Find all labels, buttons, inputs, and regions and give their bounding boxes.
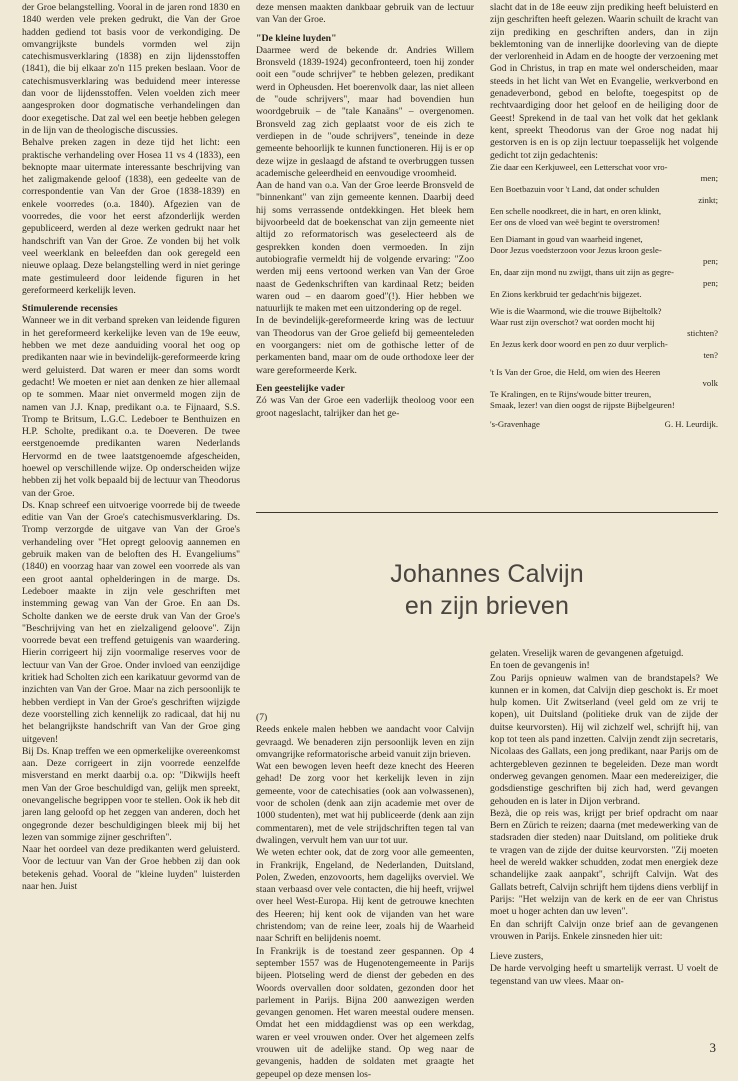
- paragraph: Bij Ds. Knap treffen we een opmerkelijke overeenkomst aan. Deze corrigeert in zijn voorrede eenzelfde misverstand en merkt daarbij o.a. op: "Dikwijls heeft men Van der Groe beschuldigd van, gelijk men spreekt, onevangelische begrippen voor te stellen. Ook ik heb dit jaren lang geloofd op het zeggen van anderen, doch het ongegronde dezer beschuldigingen bleek mij bij het lezen van sommige zijner geschriften".: [22, 745, 240, 843]
- poem-stanza: [490, 367, 718, 411]
- article-column-right: [490, 648, 718, 1052]
- paragraph: De harde vervolging heeft u smartelijk verrast. U voelt de tegenstand van uw vlees. Maar on-: [490, 963, 718, 987]
- poem-line-continuation: pen;: [703, 255, 718, 266]
- paragraph: Zó was Van der Groe een vaderlijk theoloog voor een groot nageslacht, talrijker dan het ge-: [256, 395, 474, 419]
- poem-author: G. H. Leurdijk.: [664, 418, 718, 429]
- poem-line: Wie is die Waarmond, wie die trouwe Bijbeltolk?: [490, 305, 662, 316]
- section-divider: [256, 512, 718, 513]
- poem-line: Waar rust zijn overschot? wat oorden mocht hij: [490, 316, 655, 327]
- article-number: (7): [256, 712, 268, 723]
- middle-column-top: [256, 2, 474, 508]
- letter-salutation: Lieve zusters,: [490, 951, 544, 963]
- paragraph: In Frankrijk is de toestand zeer gespannen. Op 4 september 1557 was de Hugenotengemeente in Parijs bijeen. Plotseling werd de dienst der gebeden en des Woords overvallen door soldaten, gezonden door het parlement in Parijs. Bijna 200 aanwezigen werden gevangen genomen. Het waren meestal oudere mensen. Omdat het een middagdienst was op een werkdag, waren er veel vrouwen onder. Over het algemeen zelfs vrouwen uit de adelijke stand. Op weg naar de gevangenis, hadden de soldaten met graagte het gepeupel op deze mensen los-: [256, 945, 474, 1080]
- poem-line: Eer ons de vloed van weë begint te overstromen!: [490, 216, 660, 227]
- paragraph: In de bevindelijk-gereformeerde kring was de lectuur van Theodorus van der Groe geliefd bij gemeenteleden en voorgangers: niet om de gothische letter of de perkamenten band, maar om de oude orthodoxe leer der ware gereformeerde Kerk.: [256, 315, 474, 376]
- poem-line: Te Kralingen, en te Rijns'woude bitter treuren,: [490, 388, 652, 399]
- poem-stanza: [490, 162, 718, 228]
- page-number: 3: [709, 1040, 716, 1055]
- paragraph: Naar het oordeel van deze predikanten werd geluisterd. Voor de lectuur van Van der Groe hebben zij dan ook betekenis gehad. Vooral de "kleine luyden" luisterden naar hen. Juist: [22, 844, 240, 893]
- article-title-line-2: en zijn brieven: [404, 592, 570, 620]
- poem-line: 't Is Van der Groe, die Held, om wien des Heeren: [490, 366, 661, 377]
- left-column: [22, 2, 240, 1038]
- paragraph: gelaten. Vreselijk waren de gevangenen afgetuigd.: [490, 648, 684, 659]
- paragraph: Aan de hand van o.a. Van der Groe leerde Bronsveld de "binnenkant" van zijn gemeente kennen. Daarbij deed hij soms verrassende ontdekkingen. Het bleek hem bijvoorbeeld dat de boekenschat van zijn gemeente niet altijd zo reformatorisch was geselecteerd als de gesprekken konden doen vermoeden. In zijn autobiografie vermeldt hij de volgende ervaring: "Zoo werden mij eens vertoond werken van Van der Groe naast de Gedenkschriften van kardinaal Retz; beiden waren oud – en daarom goed"(!). Hier hebben we natuurlijk te maken met een uitzondering op de regel.: [256, 180, 474, 315]
- paragraph: Daarmee werd de bekende dr. Andries Willem Bronsveld (1839-1924) geconfronteerd, toen hij zonder ooit een "oude schrijver" te hebben gelezen, predikant werd in Opheusden. Het boerenvolk daar, las niet alleen de "oude schrijvers", maar had bovendien hun woordgebruik – de "tale Kanaäns" – overgenomen. Bronsveld zag zich geplaatst voor de eis zich te verdiepen in de "oude schrijvers", teneinde in deze gemeente behoorlijk te kunnen functioneren. Hij is er op deze wijze in geslaagd de afstand te overbruggen tussen academische geleerdheid en eenvoudige vroomheid.: [256, 44, 474, 179]
- poem-line: Een Boetbazuin voor 't Land, dat onder schulden: [490, 183, 660, 194]
- poem-line: En Zions kerkbruid ter gedacht'nis bijgezet.: [490, 288, 642, 299]
- paragraph: Wanneer we in dit verband spreken van leidende figuren in het gereformeerd kerkelijke leven van de 19e eeuw, hebben we met deze aanduiding vooral het oog op predikanten naar wie in bevindelijk-gereformeerde kring werd geluisterd. Dat waren er meer dan soms wordt gedacht! We moeten er niet aan denken ze hier allemaal op te sommen. Maar niet onvermeld mogen zijn de namen van J.J. Knap, predikant o.a. te Fijnaard, S.S. Tromp te Britsum, L.G.C. Ledeboer te Benthuizen en H.P. Scholte, predikant o.a. te Doeveren. De twee eerstgenoemde predikanten waren Nederlands Hervormd en de twee laatstgenoemde afgescheiden, hoewel op verschillende wijze. Op onderscheiden wijze hebben zij het volk bepaald bij de lectuur van Theodorus van der Groe.: [22, 315, 241, 499]
- paragraph: Reeds enkele malen hebben we aandacht voor Calvijn gevraagd. We benaderen zijn persoonlijk leven en zijn omvangrijke reformatorische arbeid vanuit zijn brieven.: [256, 724, 474, 760]
- poem-stanza: [490, 234, 718, 300]
- article-column-left: [256, 712, 474, 1080]
- poem-line: Door Jezus voedsterzoon voor Jezus kroon gesle-: [490, 244, 662, 255]
- poem-line: Zie daar een Kerkjuweel, een Letterschat voor vro-: [490, 161, 668, 172]
- paragraph: We weten echter ook, dat de zorg voor alle gemeenten, in Frankrijk, Engeland, de Nederlanden, Duitsland, Polen, Zweden, enzovoorts, hem dagelijks overviel. We staan verbaasd over vele contacten, die hij heeft, vrijwel over heel West-Europa. Hij kent de getrouwe knechten des Heeren; hij kent ook de vijanden van het ware christendom; van de reine leer, zoals hij de Waarheid naar Schrift en belijdenis noemt.: [256, 847, 474, 945]
- poem-line: Smaak, lezer! van dien oogst de rijpste Bijbelgeuren!: [490, 399, 675, 410]
- memorial-poem: [490, 162, 718, 430]
- poem-line: En, daar zijn mond nu zwijgt, thans uit zijn as gegre-: [490, 266, 674, 277]
- paragraph: deze mensen maakten dankbaar gebruik van de lectuur van Van der Groe.: [256, 2, 474, 26]
- paragraph: En toen de gevangenis in!: [490, 660, 590, 672]
- poem-line-continuation: pen;: [703, 277, 718, 288]
- paragraph: Wat een bewogen leven heeft deze knecht des Heeren gehad! De zorg voor het kerkelijk leven in zijn gemeente, voor de catechisaties (ook aan volwassenen), voor de scholen (denk aan zijn academie met over de 1000 studenten), met wat hij publiceerde (denk aan zijn commentaren), met de vele strijdschriften tegen tal van dwalingen, vervult hem van uur tot uur.: [256, 761, 474, 846]
- paragraph: Behalve preken zagen in deze tijd het licht: een praktische verhandeling over Hosea 11 vs 4 (1833), een beknopte maar uitermate interessante beschrijving van het zaligmakende geloof (1838), een gedeelte van de correspondentie van Van der Groe (1838-1839) en enkele voorredes (o.a. 1840). Afgezien van de voorredes, die voor het eerst afzonderlijk werden gepubliceerd, werden al deze werken gedrukt naar het handschrift van Van der Groe. Ze vonden bij het volk veel weerklank en beleefden dan ook geregeld een nieuwe oplaag. Deze belangstelling werd in niet geringe mate gestimuleerd door leidende figuren in het gereformeerd kerkelijk leven.: [22, 137, 240, 296]
- right-column-top: [490, 2, 718, 508]
- section-heading: "De kleine luyden": [256, 32, 337, 44]
- poem-line-continuation: stichten?: [687, 327, 718, 338]
- paragraph: Bezà, die op reis was, krijgt per brief opdracht om naar Bern en Zürich te reizen; daarna (met medewerking van de stadsraden dier steden) naar Duitsland, om politieke druk te vragen van de zijde der duitse keurvorsten. "Zij moeten heel de wereld wakker schudden, zodat men energiek deze schandelijke zaak aanpakt", schrijft Calvijn. Wat des Gallats betreft, Calvijn schrijft hem tijdens diens verblijf in Parijs: "Het welzijn van de kerk en de eer van Christus moet u hoger achten dan uw leven".: [490, 807, 718, 918]
- article-title-line-1: Johannes Calvijn: [390, 560, 584, 588]
- paragraph: der Groe belangstelling. Vooral in de jaren rond 1830 en 1840 werden vele preken gedrukt, die Van der Groe hadden gediend tot basis voor de verkondiging. De omvangrijkste bundels vormden wel zijn catechismusverklaring (1838) en zijn lijdensstoffen (1841), die bij elkaar zo'n 115 preken beslaan. Voor de catechismusverklaring was beduidend meer interesse dan voor de lijdensstoffen. Velen voelden zich meer aangesproken door dogmatische verhandelingen dan door exegetische. Dat zal wel een beetje hebben gelegen in de lijn van de theologische discussies.: [22, 2, 240, 136]
- poem-line-continuation: men;: [700, 172, 718, 183]
- poem-line-continuation: ten?: [703, 349, 718, 360]
- poem-place: 's-Gravenhage: [490, 418, 540, 429]
- poem-signature: [490, 419, 718, 430]
- paragraph: Zou Parijs opnieuw walmen van de brandstapels? We kunnen er in komen, dat Calvijn diep geschokt is. Er moet hulp komen. Uit Zwitserland (veel geld om ze vrij te kopen), uit Duitsland (politieke druk van de zijde der duitse keurvorsten). Hij wil zichzelf wel, schrijft hij, van kop tot teen als pand inzetten. Calvijn zendt zijn secretaris, Nicolaas des Gallats, een jong predikant, naar Parijs om de achtergebleven gezinnen te begeleiden. Deze man wordt onderweg gevangen genomen. Maar een medereiziger, die godsdienstige geschriften bij zich had, werd gevangen gehouden en is later in Dijon verbrand.: [490, 672, 718, 807]
- poem-stanza: [490, 306, 718, 361]
- paragraph: slacht dat in de 18e eeuw zijn prediking heeft beluisterd en zijn geschriften heeft gelezen. Waarin schuilt de kracht van zijn prediking en geschriften anders, dan in zijn beklemtoning van de innerlijke doorleving van de diepte der verlorenheid in Adam en de hoogte der verzoening met God in Christus, in trap en mate wel onderscheiden, maar steeds in het licht van Wet en Evangelie, werkverbond en genadeverbond, gebod en belofte, toegespitst op de rechtvaardiging door het geloof en de heiliging door de Geest! Sprekend in de taal van het volk dat het geklank kent, spreekt Theodorus van der Groe nog nadat hij gestorven is en is op zijn lectuur toepasselijk het volgende gedicht tot zijn gedachtenis:: [490, 2, 718, 161]
- section-heading: Stimulerende recensies: [22, 303, 118, 315]
- section-heading: Een geestelijke vader: [256, 382, 345, 394]
- poem-line: Een schelle noodkreet, die in hart, en oren klinkt,: [490, 205, 662, 216]
- poem-line: Een Diamant in goud van waarheid ingenet,: [490, 233, 643, 244]
- poem-line: En Jezus kerk door woord en pen zo duur verplich-: [490, 338, 668, 349]
- paragraph: Ds. Knap schreef een uitvoerige voorrede bij de tweede editie van Van der Groe's catechismusverklaring. Ds. Tromp verzorgde de uitgave van Van der Groe's verhandeling over "Het opregt geloovig aannemen en gebruik maken van de beloften des H. Evangeliums" (1840) en voorzag haar van zowel een voorrede als van een groot aantal ophelderingen in de marge. Ds. Ledeboer maakte in zijn vele geschriften met instemming gewag van Van der Groe. En aan Ds. Scholte danken we de eerste druk van Van der Groe's "Beschrijving van het en zielzaligend geloove". Zijn voorrede bevat een treffend getuigenis van waardering. Hierin corrigeert hij zijn voormalige reserves voor de lectuur van Van der Groe. Onder invloed van eenzijdige kritiek had Scholten zich een karikatuur gevormd van de inzichten van Van der Groe. Maar na zich persoonlijk te hebben verdiept in Van der Groe's geschriften wijzigde deze voorstelling zich kennelijk zo radicaal, dat hij nu het belangrijkste handschrift van Van der Groe ging uitgeven!: [22, 499, 240, 745]
- paragraph: En dan schrijft Calvijn onze brief aan de gevangenen vrouwen in Parijs. Enkele zinsneden hier uit:: [490, 918, 718, 942]
- poem-line-continuation: zinkt;: [698, 194, 718, 205]
- poem-line-continuation: volk: [702, 377, 718, 388]
